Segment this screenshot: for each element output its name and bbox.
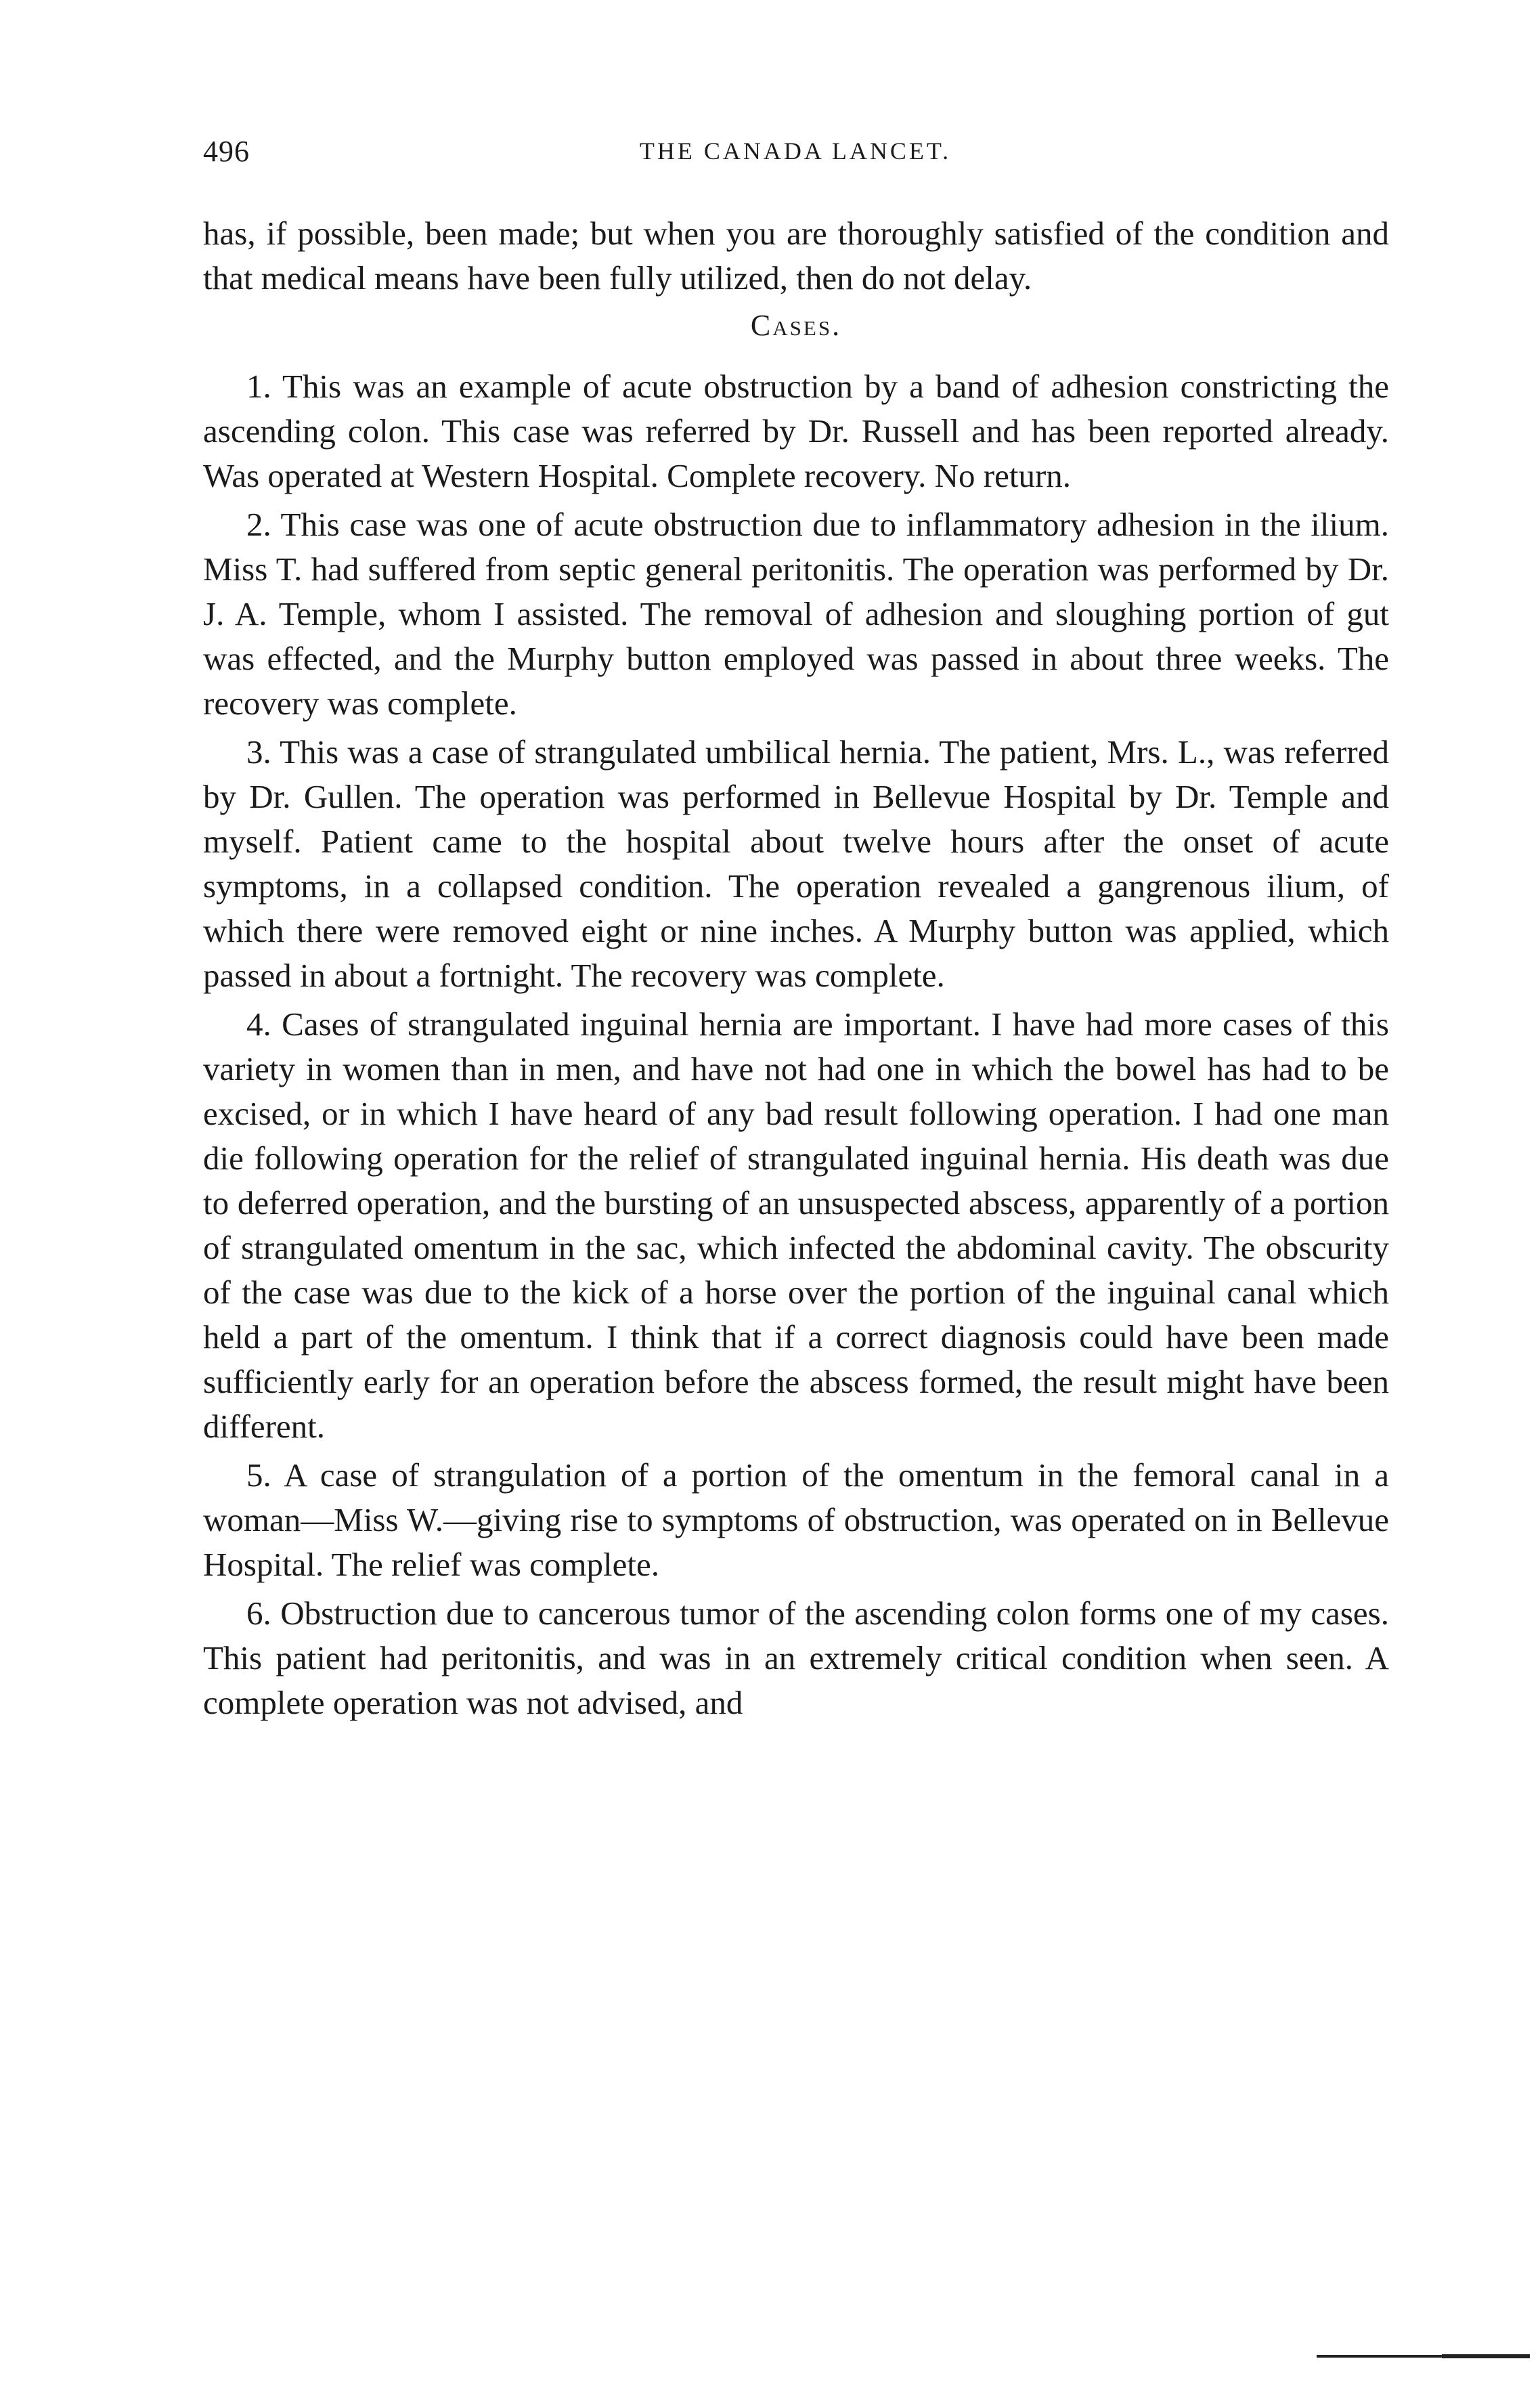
case-paragraph-5: 5. A case of strangulation of a portion of the omentum in the femoral canal in a woman—Miss W.—giving rise to symptoms of obstruction, was operated on in Bellevue Hospital. The relief was complete. (203, 1456, 1389, 1583)
body-text (203, 211, 1389, 1725)
case-paragraph-2: 2. This case was one of acute obstruction due to inflammatory adhesion in the ilium. Miss T. had suffered from septic general peritonitis. The operation was performed by Dr. J. A. Temple, whom I assisted. The removal of adhesion and sloughing portion of gut was effected, and the Murphy button employed was passed in about three weeks. The recovery was complete. (203, 506, 1389, 722)
footer-rule-thick (1442, 2354, 1530, 2358)
opening-paragraph: has, if possible, been made; but when you are thoroughly satisfied of the condition and that medical means have been fully utilized, then do not delay. (203, 215, 1389, 297)
running-title: THE CANADA LANCET. (639, 137, 952, 165)
case-paragraph-3: 3. This was a case of strangulated umbilical hernia. The patient, Mrs. L., was referred by Dr. Gullen. The operation was performed in Bellevue Hospital by Dr. Temple and myself. Patient came to the hospital about twelve hours after the onset of acute symptoms, in a collapsed condition. The operation revealed a gangrenous ilium, of which there were removed eight or nine inches. A Murphy button was applied, which passed in about a fortnight. The recovery was complete. (203, 733, 1389, 994)
case-paragraph-1: 1. This was an example of acute obstruction by a band of adhesion constricting the ascending colon. This case was referred by Dr. Russell and has been reported already. Was operated at Western Hospital. Complete recovery. No return. (203, 368, 1389, 494)
case-paragraph-4: 4. Cases of strangulated inguinal hernia are important. I have had more cases of this variety in women than in men, and have not had one in which the bowel has had to be excised, or in which I have heard of any bad result following operation. I had one man die following operation for the relief of strangulated inguinal hernia. His death was due to deferred operation, and the bursting of an unsuspected abscess, apparently of a portion of strangulated omentum in the sac, which infected the abdominal cavity. The obscurity of the case was due to the kick of a horse over the portion of the inguinal canal which held a part of the omentum. I think that if a correct diagnosis could have been made sufficiently early for an operation before the abscess formed, the result might have been different. (203, 1005, 1389, 1445)
case-paragraph-6: 6. Obstruction due to cancerous tumor of the ascending colon forms one of my cases. This patient had peritonitis, and was in an extremely critical condition when seen. A complete operation was not advised, and (203, 1595, 1389, 1721)
section-heading: Cases. (750, 309, 842, 342)
page-header (203, 134, 1388, 175)
page-number: 496 (203, 135, 250, 168)
